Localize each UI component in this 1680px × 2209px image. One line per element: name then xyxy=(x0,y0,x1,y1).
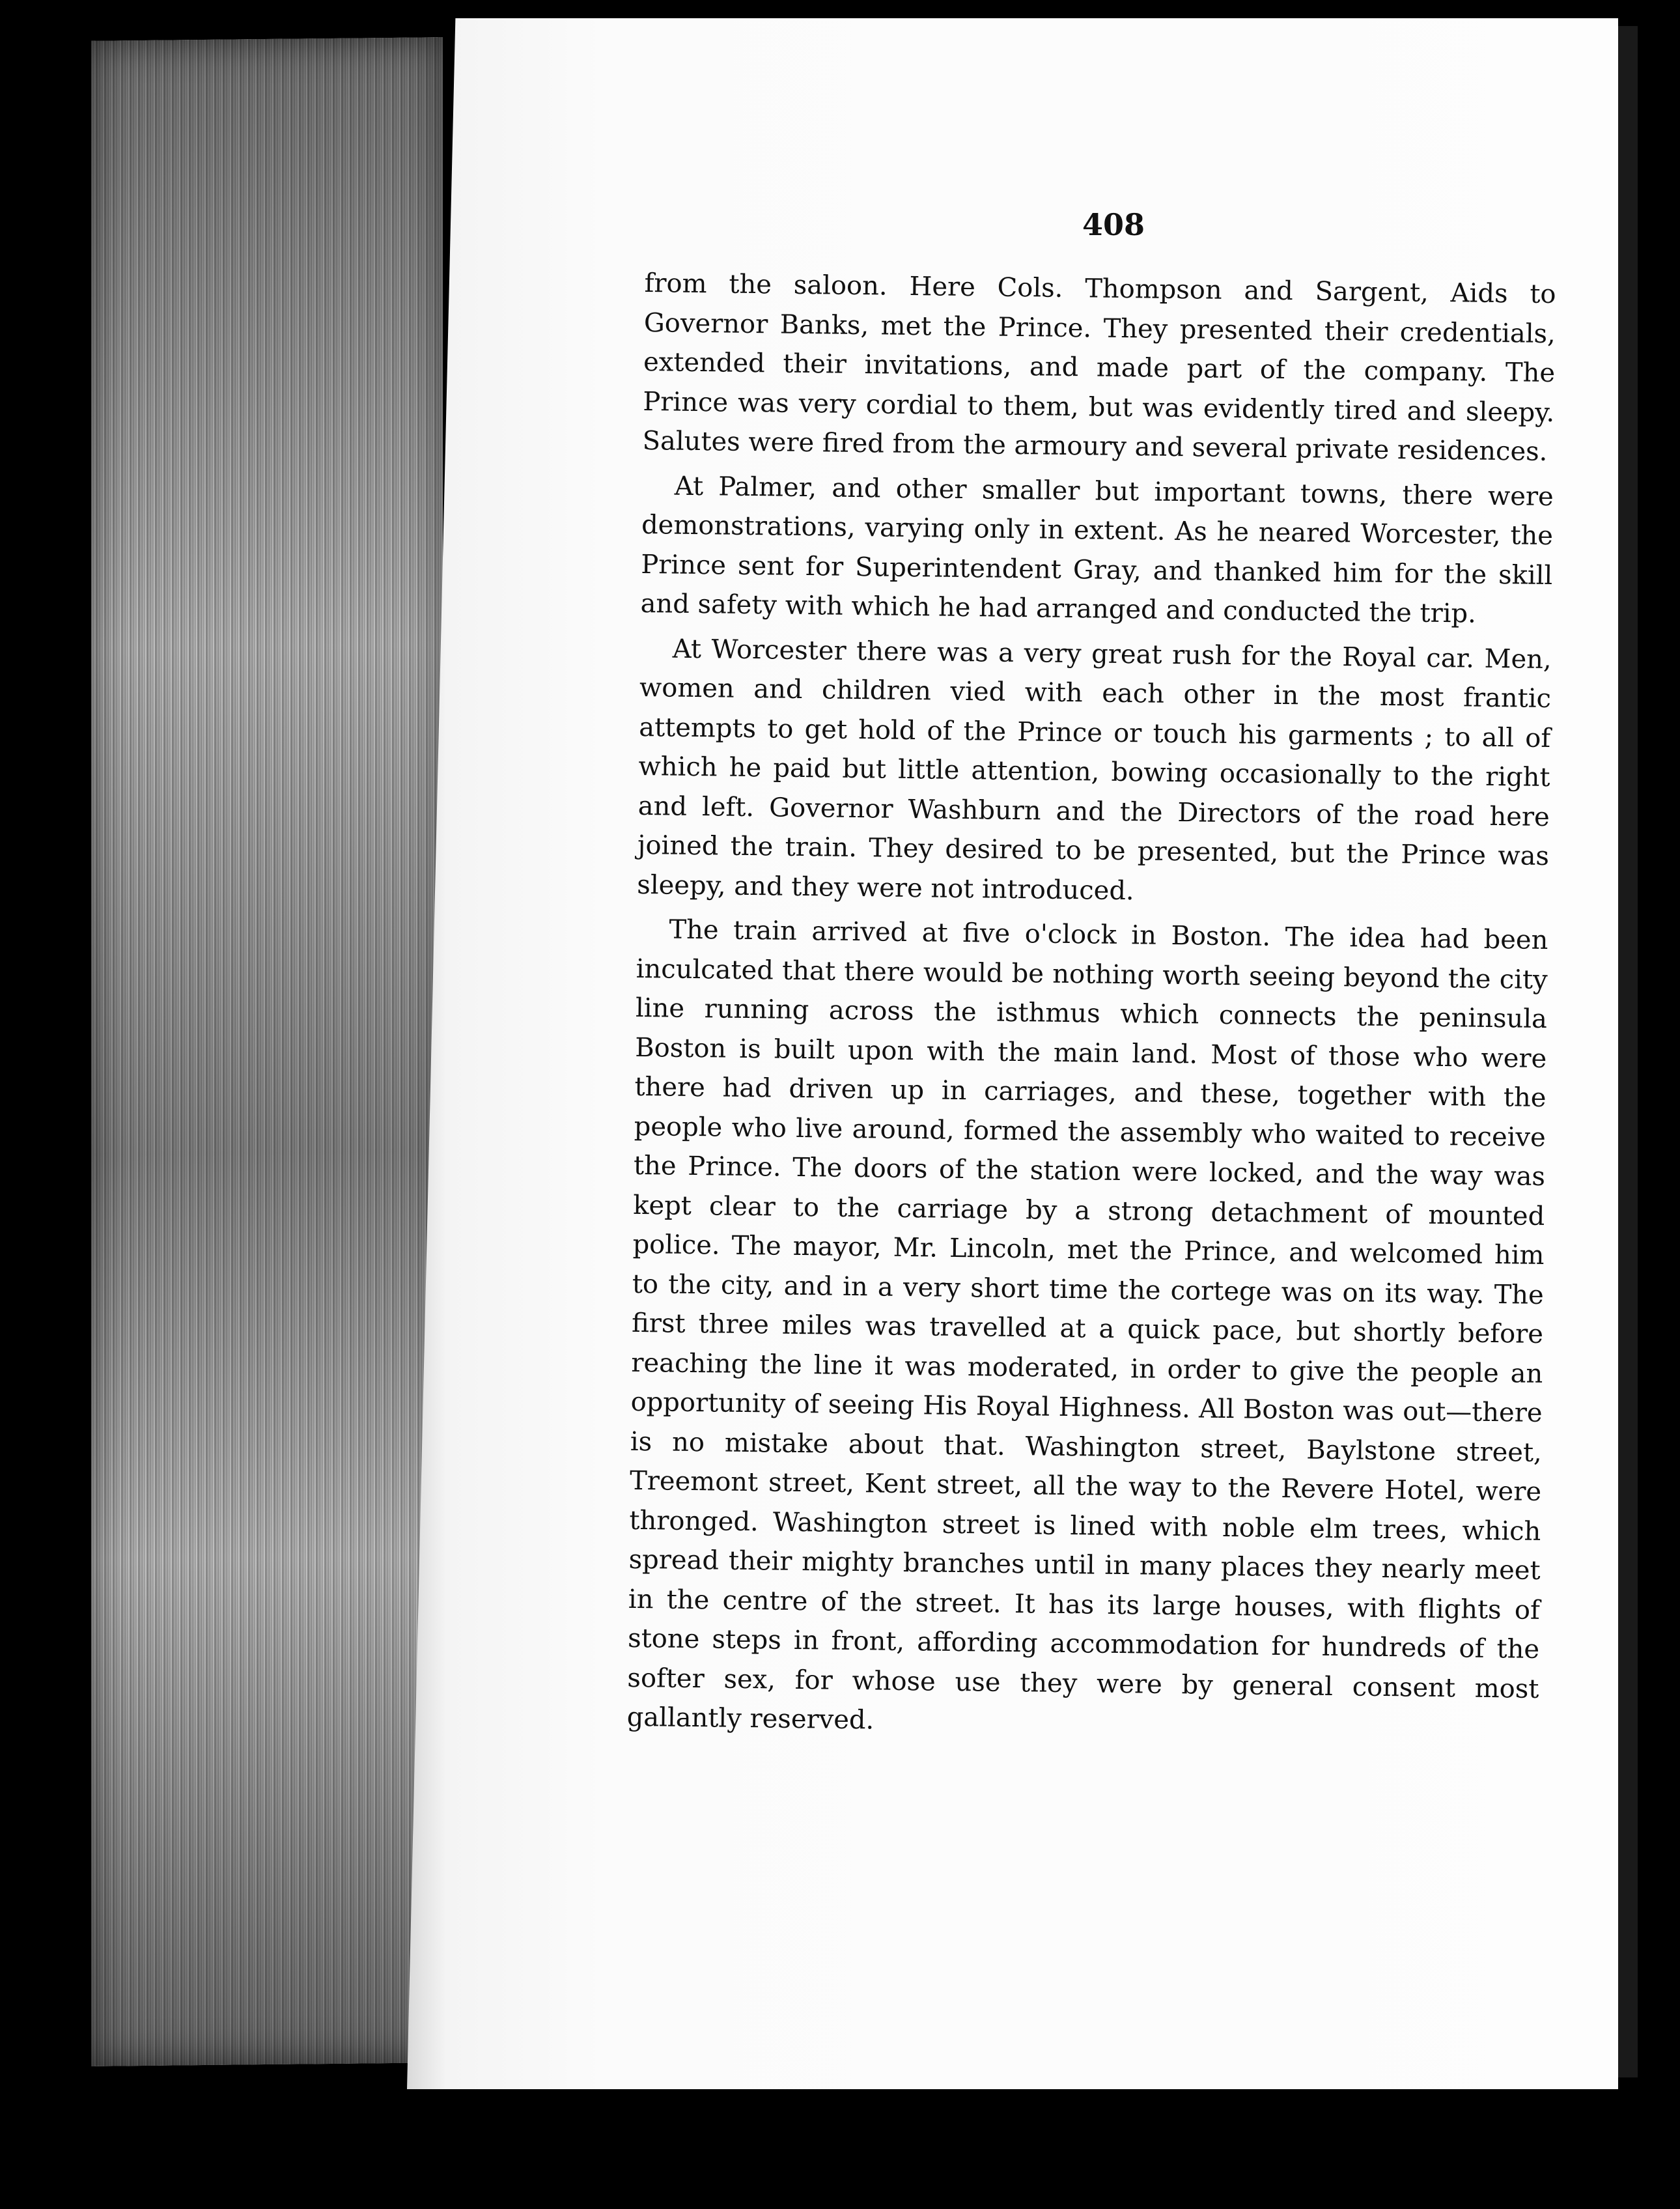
page-number: 408 xyxy=(1082,207,1145,242)
body-text xyxy=(626,264,1556,1753)
book-page-edges xyxy=(91,37,443,2066)
paragraph: The train arrived at five o'clock in Boston. The idea had been inculcated that there would be nothing worth seeing beyond the city line running across the isthmus which connects the peninsula Boston is built upon with the main land. Most of those who were there had driven up in carriages, and these, together with the people who live around, formed the assembly who waited to receive the Prince. The doors of the station were locked, and the way was kept clear to the carriage by a strong detachment of mounted police. The mayor, Mr. Lincoln, met the Prince, and welcomed him to the city, and in a very short time the cortege was on its way. The first three miles was travelled at a quick pace, but shortly before reaching the line it was moderated, in order to give the people an opportunity of seeing His Royal Highness. All Boston was out—there is no mistake about that. Washington street, Baylstone street, Treemont street, Kent street, all the way to the Revere Hotel, were thronged. Washington street is lined with noble elm trees, which spread their mighty branches until in many places they nearly meet in the centre of the street. It has its large houses, with flights of stone steps in front, affording accommodation for hundreds of the softer sex, for whose use they were by general consent most gallantly reserved. xyxy=(626,914,1548,1736)
paragraph: from the saloon. Here Cols. Thompson and Sargent, Aids to Governor Banks, met the Prince. They presented their credentials, extended their invitations, and made part of the company. The Prince was very cordial to them, but was evidently tired and sleepy. Salutes were fired from the armoury and several private residences. xyxy=(642,268,1556,467)
paragraph: At Worcester there was a very great rush for the Royal car. Men, women and children vied with each other in the most frantic attempts to get hold of the Prince or touch his garments ; to all of which he paid but little attention, bowing occasionally to the right and left. Governor Washburn and the Directors of the road here joined the train. They desired to be presented, but the Prince was sleepy, and they were not introduced. xyxy=(637,634,1552,906)
page-shadow-strip xyxy=(1618,26,1638,2077)
paragraph: At Palmer, and other smaller but important towns, there were demonstrations, varying only in extent. As he neared Worcester, the Prince sent for Superintendent Gray, and thanked him for the skill and safety with which he had arranged and conducted the trip. xyxy=(640,471,1554,629)
